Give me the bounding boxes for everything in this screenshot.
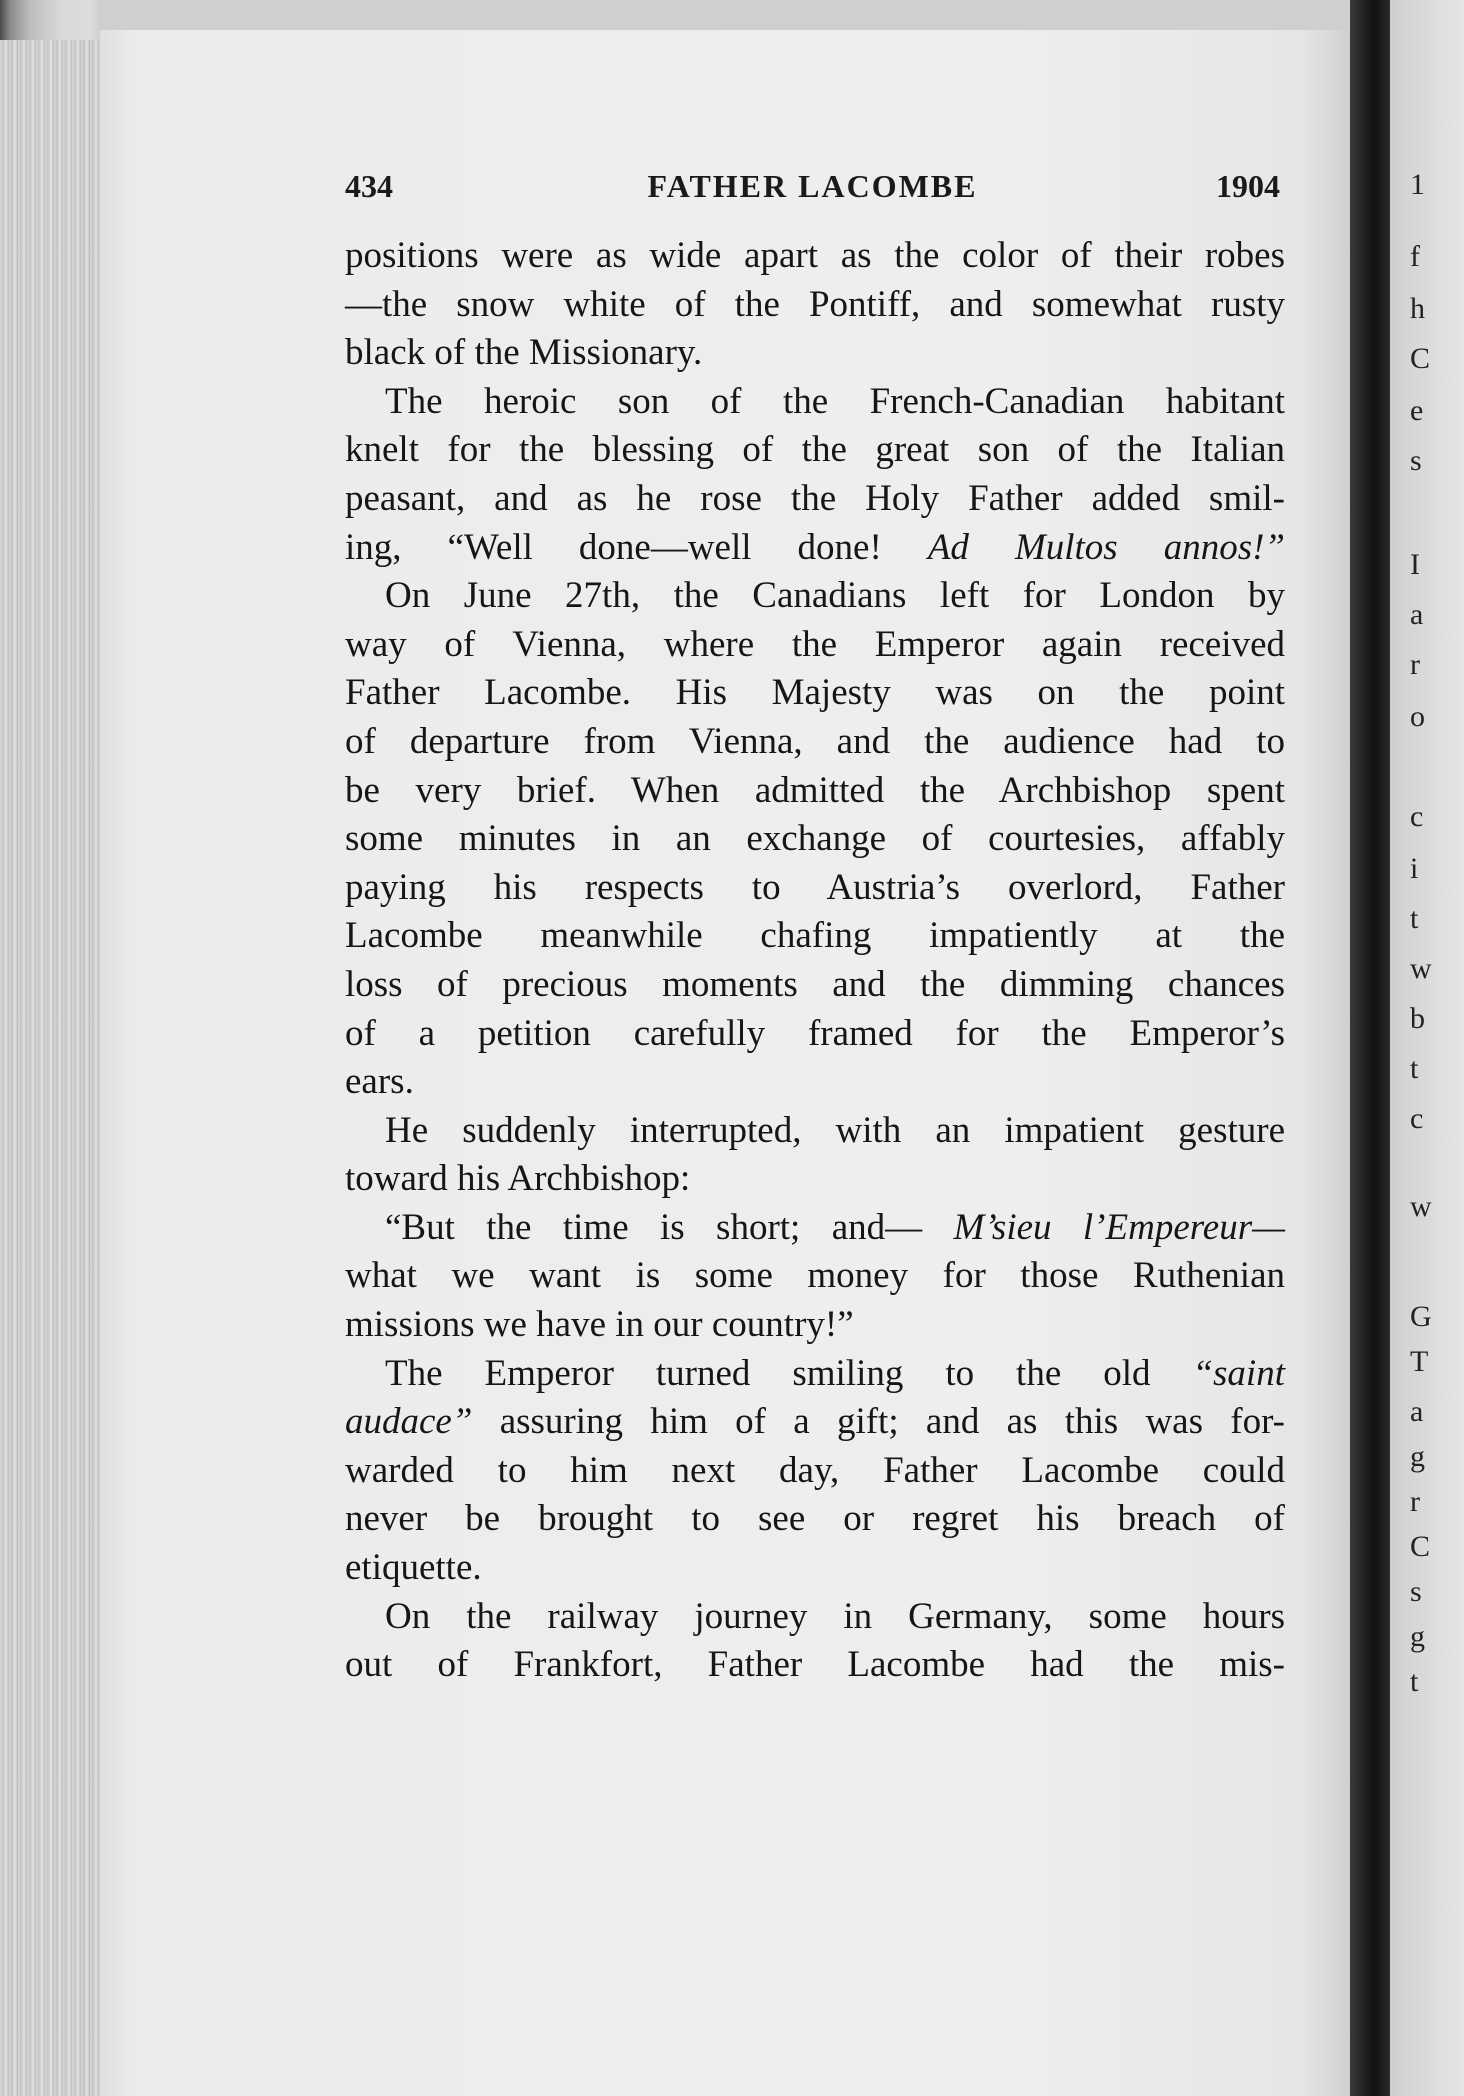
facing-page-fragment: s [1410, 1575, 1422, 1608]
facing-page-fragment: w [1410, 952, 1432, 985]
text-line [345, 864, 1285, 913]
text-line [345, 1593, 1285, 1642]
facing-page-fragment: G [1410, 1300, 1432, 1333]
text-line [345, 669, 1285, 718]
text-line [345, 1398, 1285, 1447]
text-line [345, 1058, 1285, 1107]
line-text: On the railway journey in Germany, some hours [385, 1595, 1285, 1637]
line-text: knelt for the blessing of the great son of the Italian [345, 429, 1285, 471]
text-line [345, 1350, 1285, 1399]
body-text [345, 232, 1285, 1690]
facing-page-fragment: r [1410, 1485, 1420, 1518]
line-text: Lacombe meanwhile chafing impatiently at the [345, 915, 1285, 957]
text-line [345, 378, 1285, 427]
text-line [345, 524, 1285, 573]
facing-page-fragment: b [1410, 1002, 1425, 1035]
facing-page-fragment: s [1410, 444, 1422, 477]
facing-page-fragment: i [1410, 852, 1419, 885]
facing-page-fragment: I [1410, 548, 1420, 581]
facing-page-fragment: t [1410, 1052, 1419, 1085]
line-text: toward his Archbishop: [345, 1158, 691, 1200]
facing-page-fragment: g [1410, 1440, 1425, 1473]
running-header [345, 168, 1280, 212]
text-line [345, 426, 1285, 475]
line-text: ing, “Well done—well done! [345, 526, 882, 568]
text-line [345, 912, 1285, 961]
line-text: out of Frankfort, Father Lacombe had the mis- [345, 1644, 1285, 1686]
line-text: of a petition carefully framed for the Emperor’s [345, 1012, 1285, 1054]
facing-page-fragment: f [1410, 240, 1420, 273]
line-text: peasant, and as he rose the Holy Father added smil- [345, 477, 1285, 519]
line-text: On June 27th, the Canadians left for London by [385, 575, 1285, 617]
text-line [345, 621, 1285, 670]
text-line [345, 1155, 1285, 1204]
text-line [345, 1447, 1285, 1496]
italic-phrase: M’sieu l’Empereur— [953, 1206, 1285, 1248]
line-text: The heroic son of the French-Canadian habitant [385, 380, 1285, 422]
line-text: some minutes in an exchange of courtesies, affably [345, 818, 1285, 860]
line-text: loss of precious moments and the dimming chances [345, 963, 1285, 1005]
text-line [345, 1544, 1285, 1593]
facing-page-fragment: e [1410, 394, 1424, 427]
text-line [345, 475, 1285, 524]
facing-page-fragment: g [1410, 1620, 1425, 1653]
line-text: what we want is some money for those Ruthenian [345, 1255, 1285, 1297]
line-text: paying his respects to Austria’s overlord, Father [345, 866, 1285, 908]
running-title: FATHER LACOMBE [647, 168, 978, 204]
line-text: never be brought to see or regret his breach of [345, 1498, 1285, 1540]
page-number: 434 [345, 168, 393, 204]
facing-page-fragment: 1 [1410, 168, 1425, 201]
line-text: positions were as wide apart as the color of their robes [345, 235, 1285, 276]
italic-phrase: Ad Multos annos!” [927, 526, 1286, 568]
facing-page-fragment: a [1410, 1395, 1424, 1428]
line-text: black of the Missionary. [345, 332, 703, 374]
line-text: way of Vienna, where the Emperor again received [345, 623, 1285, 665]
facing-page-fragment: t [1410, 1665, 1419, 1698]
line-text: —the snow white of the Pontiff, and somewhat rusty [345, 283, 1285, 325]
line-text: ears. [345, 1061, 414, 1103]
line-text: The Emperor turned smiling to the old [385, 1352, 1151, 1394]
line-text: assuring him of a gift; and as this was for- [472, 1401, 1285, 1443]
facing-page-fragment: c [1410, 800, 1424, 833]
text-line [345, 1204, 1285, 1253]
line-text: Father Lacombe. His Majesty was on the point [345, 672, 1285, 714]
italic-phrase: audace” [345, 1401, 473, 1443]
facing-page-fragment: o [1410, 700, 1425, 733]
book-gutter [1350, 0, 1390, 2096]
line-text: etiquette. [345, 1547, 482, 1589]
facing-page-fragment: c [1410, 1102, 1424, 1135]
text-line [345, 767, 1285, 816]
text-line [345, 1495, 1285, 1544]
text-line [345, 281, 1285, 330]
text-line [345, 329, 1285, 378]
facing-page-fragment: C [1410, 1530, 1431, 1563]
text-line [345, 815, 1285, 864]
text-line [345, 961, 1285, 1010]
header-year: 1904 [1216, 168, 1280, 204]
facing-page-fragment: t [1410, 902, 1419, 935]
line-text: missions we have in our country!” [345, 1304, 854, 1346]
text-line [345, 572, 1285, 621]
text-line [345, 1107, 1285, 1156]
line-text: warded to him next day, Father Lacombe could [345, 1449, 1285, 1491]
text-line [345, 1301, 1285, 1350]
text-line [345, 1010, 1285, 1059]
text-line [345, 718, 1285, 767]
line-text: of departure from Vienna, and the audience had to [345, 720, 1285, 762]
facing-page-fragment: w [1410, 1190, 1432, 1223]
facing-page-fragment: h [1410, 292, 1425, 325]
text-line [345, 232, 1285, 281]
italic-phrase: “saint [1192, 1352, 1285, 1394]
page-edge-stack [0, 40, 105, 2096]
facing-page-fragment: a [1410, 598, 1424, 631]
facing-page-fragment: T [1410, 1345, 1429, 1378]
facing-page-fragment: C [1410, 342, 1431, 375]
text-line [345, 1641, 1285, 1690]
facing-page-edge [1390, 0, 1464, 2096]
line-text: He suddenly interrupted, with an impatient gesture [385, 1109, 1285, 1151]
line-text: be very brief. When admitted the Archbishop spent [345, 769, 1285, 811]
text-line [345, 1252, 1285, 1301]
line-text: “But the time is short; and— [385, 1206, 923, 1248]
facing-page-fragment: r [1410, 648, 1420, 681]
